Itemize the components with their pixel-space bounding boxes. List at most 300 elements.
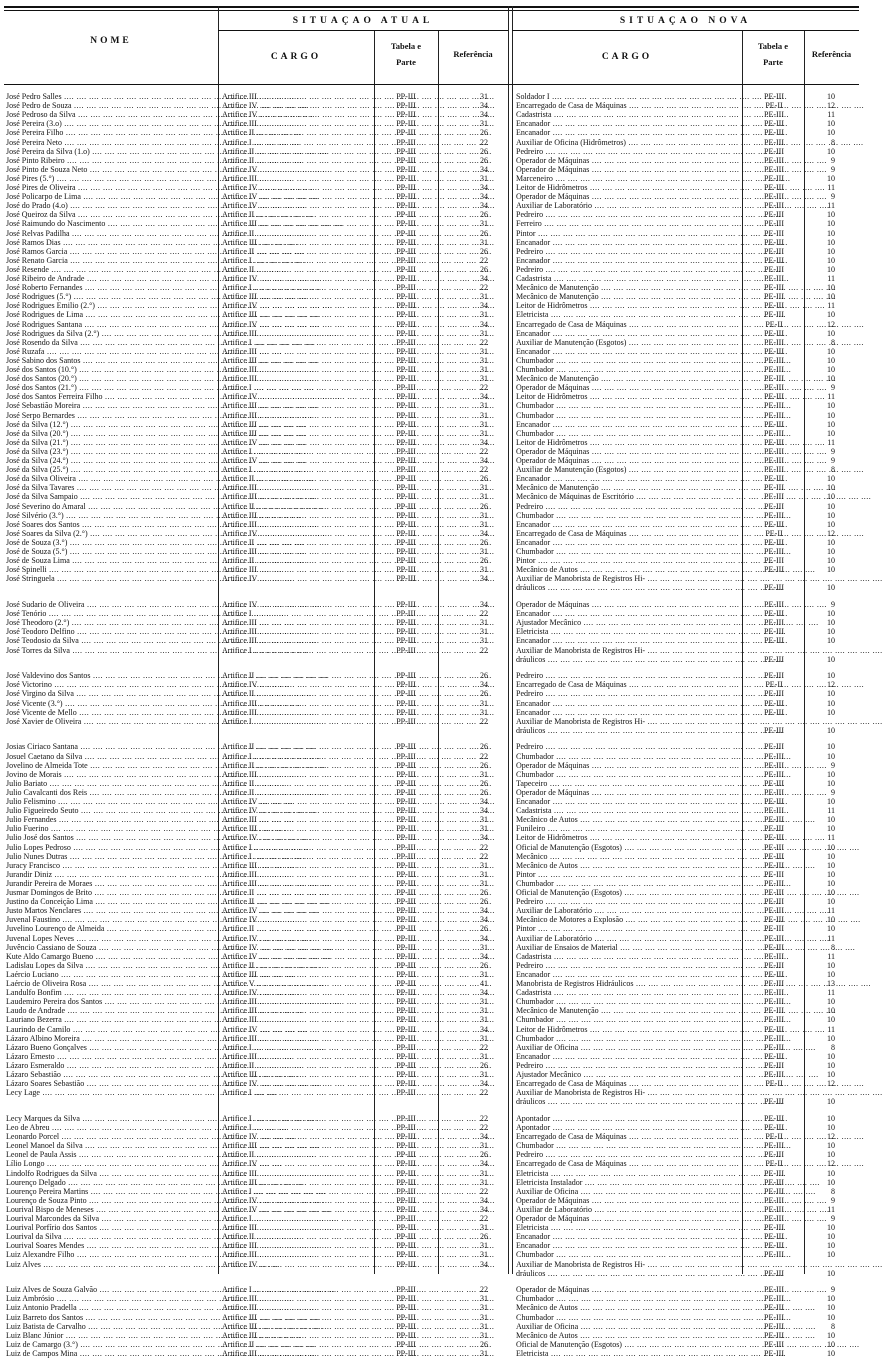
- referencia-atual-cell: 34: [480, 933, 488, 943]
- table-row: [4, 761, 859, 770]
- referencia-nova-cell: 11: [827, 1024, 835, 1034]
- tabela-atual-cell: PP-III: [396, 797, 416, 806]
- nome-cell: José Ruzafa ....: [6, 347, 214, 356]
- referencia-nova-cell: 10: [827, 860, 835, 870]
- referencia-nova-cell: 10: [827, 769, 835, 779]
- nome-cell: José Rodrigues da Silva (2.°) ....: [6, 329, 214, 338]
- referencia-nova-cell: 10: [827, 246, 835, 256]
- cargo-atual-cell: Artifice IV ....: [222, 1196, 368, 1205]
- cargo-atual-cell: Artifice III ....: [222, 699, 368, 708]
- cargo-atual-cell: Artifice III ....: [222, 492, 368, 501]
- referencia-atual-cell: 31: [480, 1070, 488, 1079]
- tabela-nova-cell: PE-III: [764, 1168, 784, 1178]
- referencia-nova-cell: 9: [831, 446, 835, 456]
- tabela-atual-cell: PP-III: [396, 742, 416, 752]
- tabela-nova-cell: PE-III: [764, 1268, 784, 1278]
- tabela-nova-cell: PE-III: [764, 969, 784, 979]
- nome-cell: José Theodoro (2.°) ....: [6, 618, 214, 627]
- nome-cell: José de Souza (3.°) ....: [6, 538, 214, 547]
- table-row: [4, 156, 859, 165]
- referencia-nova-cell: 9: [831, 383, 835, 393]
- cargo-nova-cell: Pedreiro ....: [516, 742, 744, 751]
- referencia-atual-cell: 22: [480, 255, 488, 265]
- tabela-nova-cell: PE-III: [764, 183, 784, 192]
- cargo-atual-cell: Artifice IV ....: [222, 1132, 368, 1141]
- referencia-atual-cell: 31: [480, 565, 488, 575]
- referencia-atual-cell: 22: [480, 1042, 488, 1052]
- nome-cell: Lourenço Pereira Martins ....: [6, 1187, 214, 1196]
- tabela-nova-cell: PE-III: [764, 979, 784, 988]
- cargo-atual-cell: Artifice III ....: [222, 815, 368, 824]
- tabela-atual-cell: PP-III: [396, 707, 416, 717]
- table-row: [4, 411, 859, 420]
- tabela-atual-cell: PP-III: [396, 600, 416, 609]
- referencia-nova-cell: 10: [827, 689, 835, 699]
- referencia-nova-cell: 10: [827, 842, 835, 852]
- header-bottom-rule: [4, 84, 859, 85]
- nome-cell: José da Silva (12.°) ....: [6, 420, 214, 429]
- nome-cell: José dos Santos Ferreira Filho ....: [6, 392, 214, 401]
- nome-cell: Jusmar Domingos de Brito ....: [6, 888, 214, 897]
- cargo-nova-cell: Leitor de Hidrômetros ....: [516, 301, 744, 310]
- referencia-atual-cell: 22: [480, 851, 488, 861]
- nome-cell: Jovino de Morais ....: [6, 770, 214, 779]
- tabela-atual-cell: PP-III: [396, 128, 416, 138]
- cargo-nova-cell: Encarregado de Casa de Máquinas ....: [516, 1159, 744, 1168]
- cargo-atual-cell: Artifice III ....: [222, 1322, 368, 1331]
- tabela-atual-cell: PP-III: [396, 888, 416, 897]
- referencia-nova-cell: 10: [827, 997, 835, 1007]
- referencia-nova-cell: 13: [827, 979, 835, 988]
- cargo-nova-cell: Pedreiro ....: [516, 961, 744, 970]
- referencia-nova-cell: 9: [831, 192, 835, 202]
- tabela-atual-cell: PP-III: [396, 1132, 416, 1142]
- table-row: [4, 565, 859, 574]
- table-row: [4, 147, 859, 156]
- nome-cell: José Xavier de Oliveira ....: [6, 717, 214, 726]
- referencia-nova-cell: 10: [827, 519, 835, 529]
- cargo-atual-cell: Artifice III ....: [222, 618, 368, 627]
- nome-cell: José Pereira da Silva (1.o) ....: [6, 147, 214, 156]
- table-row: [4, 338, 859, 347]
- cargo-atual-cell: Artifice IV ....: [222, 1260, 368, 1269]
- referencia-nova-cell: 9: [831, 1195, 835, 1205]
- tabela-atual-cell: PP-III: [396, 1330, 416, 1340]
- tabela-atual-cell: PP-III: [396, 1294, 416, 1304]
- referencia-atual-cell: 31: [480, 698, 488, 708]
- table-row: [4, 1250, 859, 1259]
- tabela-atual-cell: PP-III: [396, 192, 416, 202]
- tabela-nova-cell: PE-III: [764, 383, 784, 393]
- referencia-atual-cell: 22: [480, 645, 488, 655]
- referencia-nova-cell: 10: [827, 1241, 835, 1251]
- tabela-atual-cell: PP-III: [396, 246, 416, 256]
- cargo-nova-cell: Auxiliar de Manobrista de Registros Hi- ....: [516, 1260, 744, 1269]
- cargo-atual-cell: Artifice II ....: [222, 265, 368, 274]
- cargo-atual-cell: Artifice III ....: [222, 219, 368, 228]
- cargo-atual-cell: Artifice II ....: [222, 538, 368, 547]
- tabela-nova-cell: PE-III: [764, 1177, 784, 1187]
- cargo-nova-cell: Auxiliar de Oficina ....: [516, 1187, 744, 1196]
- referencia-atual-cell: 26: [480, 1232, 488, 1242]
- referencia-atual-cell: 26: [480, 501, 488, 511]
- nome-cell: José da Silva (21.°) ....: [6, 438, 214, 447]
- cargo-atual-cell: Artifice IV ....: [222, 1159, 368, 1168]
- referencia-atual-cell: 31: [480, 1250, 488, 1260]
- table-row: [4, 1006, 859, 1015]
- cargo-nova-cell: Encanador ....: [516, 347, 744, 356]
- table-row: [4, 301, 859, 310]
- cargo-atual-cell: Artifice IV ....: [222, 915, 368, 924]
- nome-cell: José Pinto de Souza Neto ....: [6, 165, 214, 174]
- tabela-nova-cell: PE-III: [764, 173, 784, 183]
- tabela-atual-cell: PP-III: [396, 751, 416, 761]
- tabela-atual-cell: PP-III: [396, 146, 416, 156]
- tabela-atual-cell: PP-III: [396, 446, 416, 456]
- tabela-nova-cell: PE-III: [764, 428, 784, 438]
- cargo-atual-cell: Artifice I ....: [222, 843, 368, 852]
- tabela-nova-cell: PE-III: [764, 797, 784, 806]
- table-row: [4, 210, 859, 219]
- tabela-nova-cell: PE-III: [764, 860, 784, 870]
- table-row: [4, 770, 859, 779]
- tabela-atual-cell: PP-III: [396, 979, 416, 988]
- cargo-atual-cell: Artifice III ....: [222, 1070, 368, 1079]
- nome-cell: José Roberto Fernandes ....: [6, 283, 214, 292]
- cargo-atual-cell: Artifice I ....: [222, 138, 368, 147]
- cargo-atual-cell: Artifice IV ....: [222, 110, 368, 119]
- tabela-nova-cell: PE-III: [764, 246, 784, 256]
- cargo-nova-cell: dráulicos ....: [516, 583, 744, 592]
- cargo-nova-cell: Funileiro ....: [516, 824, 744, 833]
- referencia-atual-cell: 31: [480, 878, 488, 888]
- table-row: [4, 110, 859, 119]
- referencia-nova-cell: 10: [827, 654, 835, 664]
- referencia-nova-cell: 10: [827, 410, 835, 420]
- tabela-nova-cell: PE-III: [764, 474, 784, 484]
- referencia-atual-cell: 31: [480, 636, 488, 646]
- tabela-nova-cell: PE-III: [764, 609, 784, 619]
- table-row: [4, 915, 859, 924]
- tabela-atual-cell: PP-III: [396, 228, 416, 238]
- referencia-nova-cell: 9: [831, 1214, 835, 1223]
- tabela-atual-cell: PP-III: [396, 815, 416, 825]
- tabela-nova-cell: PE-III: [764, 519, 784, 529]
- referencia-atual-cell: 34: [480, 183, 488, 192]
- referencia-nova-cell: 9: [831, 787, 835, 797]
- nome-cell: Laércio de Oliveira Rosa ....: [6, 979, 214, 988]
- cargo-atual-cell: Artifice IV ....: [222, 183, 368, 192]
- cargo-atual-cell: Artifice IV ....: [222, 680, 368, 689]
- tabela-nova-cell: PE-III: [764, 725, 784, 735]
- tabela-atual-cell: PP-III: [396, 528, 416, 538]
- cargo-atual-cell: Artifice I ....: [222, 1123, 368, 1132]
- cargo-nova-cell: Ajustador Mecânico ....: [516, 1070, 744, 1079]
- tabela-atual-cell: PP-III: [396, 1321, 416, 1331]
- referencia-atual-cell: 22: [480, 446, 488, 456]
- referencia-nova-cell: 8: [831, 1042, 835, 1052]
- referencia-atual-cell: 31: [480, 547, 488, 556]
- table-row: [4, 1260, 859, 1269]
- table-row: [4, 383, 859, 392]
- table-row: [4, 1025, 859, 1034]
- nome-cell: José Teodosio da Silva ....: [6, 636, 214, 645]
- cargo-atual-cell: Artifice III ....: [222, 1169, 368, 1178]
- tabela-nova-cell: PE-III: [764, 110, 784, 120]
- cargo-nova-cell: Encanador ....: [516, 238, 744, 247]
- tabela-nova-cell: PE-III: [764, 1312, 784, 1322]
- nome-cell: Lázaro Sebastião ....: [6, 1070, 214, 1079]
- tabela-nova-cell: PE-III: [764, 456, 784, 465]
- cargo-nova-cell: Pedreiro ....: [516, 265, 744, 274]
- nome-cell: José Victorino ....: [6, 680, 214, 689]
- cargo-atual-cell: Artifice II ....: [222, 1340, 368, 1349]
- tabela-nova-cell: PE-III: [764, 778, 784, 788]
- table-row: [4, 365, 859, 374]
- table-row: [4, 888, 859, 897]
- cargo-nova-cell: Chumbador ....: [516, 401, 744, 410]
- referencia-nova-cell: 10: [827, 897, 835, 907]
- referencia-atual-cell: 26: [480, 210, 488, 220]
- cargo-nova-cell: Encanador ....: [516, 1052, 744, 1061]
- referencia-nova-cell: 9: [831, 1285, 835, 1295]
- referencia-atual-cell: 31: [480, 428, 488, 438]
- referencia-atual-cell: 26: [480, 778, 488, 788]
- table-row: [4, 1034, 859, 1043]
- cargo-nova-cell: Leitor de Hidrômetros ....: [516, 1025, 744, 1034]
- table-row: [4, 824, 859, 833]
- tabela-nova-cell: PE-II: [765, 319, 783, 329]
- nome-cell: Juracy Francisco ....: [6, 861, 214, 870]
- cargo-nova-cell: Chumbador ....: [516, 547, 744, 556]
- referencia-nova-cell: 10: [827, 815, 835, 825]
- cargo-nova-cell: Pedreiro ....: [516, 247, 744, 256]
- table-row: [4, 752, 859, 761]
- cargo-nova-cell: Operador de Máquinas ....: [516, 761, 744, 770]
- nome-cell: José da Silva Tavares ....: [6, 483, 214, 492]
- referencia-nova-cell: 10: [827, 365, 835, 374]
- referencia-nova-cell: 10: [827, 851, 835, 861]
- nome-cell: José de Souza (5.°) ....: [6, 547, 214, 556]
- nome-cell: Julio Felismino ....: [6, 797, 214, 806]
- referencia-nova-cell: 10: [827, 346, 835, 356]
- table-row: [4, 1015, 859, 1024]
- nome-cell: Lecy Marques da Silva ....: [6, 1114, 214, 1123]
- tabela-nova-cell: PE-III: [764, 942, 784, 952]
- referencia-atual-cell: 26: [480, 671, 488, 681]
- table-row: [4, 347, 859, 356]
- referencia-atual-cell: 26: [480, 264, 488, 274]
- referencia-atual-cell: 26: [480, 760, 488, 770]
- cargo-atual-cell: Artifice IV ....: [222, 165, 368, 174]
- nome-cell: José Soares dos Santos ....: [6, 520, 214, 529]
- cargo-atual-cell: Artifice V ....: [222, 979, 368, 988]
- nome-cell: José Raimundo do Nascimento ....: [6, 219, 214, 228]
- referencia-atual-cell: 31: [480, 419, 488, 429]
- referencia-nova-cell: 11: [827, 437, 835, 447]
- cargo-nova-cell: Auxiliar de Manobrista de Registros Hi- ....: [516, 574, 744, 583]
- tabela-nova-cell: PE-III: [764, 1060, 784, 1070]
- tabela-nova-cell: PE-II: [765, 680, 783, 690]
- tabela-nova-cell: PE-III: [764, 1186, 784, 1196]
- referencia-nova-cell: 10: [827, 119, 835, 129]
- referencia-nova-cell: 10: [827, 1330, 835, 1340]
- tabela-atual-cell: PP-III: [396, 155, 416, 165]
- nome-cell: Lourenço Delgado ....: [6, 1178, 214, 1187]
- table-row: [4, 861, 859, 870]
- cargo-nova-cell: Chumbador ....: [516, 879, 744, 888]
- referencia-atual-cell: 31: [480, 1051, 488, 1061]
- tabela-nova-cell: PE-III: [764, 446, 784, 456]
- table-row: [4, 646, 859, 655]
- nome-cell: José Vicente de Mello ....: [6, 708, 214, 717]
- cargo-nova-cell: Operador de Máquinas ....: [516, 456, 744, 465]
- referencia-atual-cell: 26: [480, 128, 488, 138]
- tabela-nova-cell: PE-III: [764, 274, 784, 283]
- referencia-nova-cell: 10: [827, 742, 835, 752]
- tabela-atual-cell: PP-III: [396, 419, 416, 429]
- table-row: [4, 447, 859, 456]
- cargo-nova-cell: Chumbador ....: [516, 1294, 744, 1303]
- cargo-nova-cell: Pintor ....: [516, 924, 744, 933]
- referencia-nova-cell: 10: [827, 888, 835, 897]
- nome-cell: Lecy Lage ....: [6, 1088, 214, 1097]
- referencia-nova-cell: 8: [831, 942, 835, 952]
- tabela-nova-cell: PE-III: [764, 1097, 784, 1107]
- tabela-nova-cell: PE-III: [764, 201, 784, 211]
- cargo-nova-cell: Auxiliar de Laboratório ....: [516, 906, 744, 915]
- tabela-atual-cell: PP-III: [396, 355, 416, 365]
- tabela-nova-cell: PE-III: [764, 833, 784, 843]
- referencia-atual-cell: 26: [480, 1150, 488, 1160]
- referencia-atual-cell: 22: [480, 1285, 488, 1295]
- nome-cell: José da Silva Sampaio ....: [6, 492, 214, 501]
- referencia-nova-cell: 11: [827, 906, 835, 916]
- tabela-nova-cell: PE-III: [764, 627, 784, 637]
- table-row: [4, 627, 859, 636]
- tabela-nova-cell: PE-III: [764, 255, 784, 265]
- cargo-atual-cell: Artifice IV ....: [222, 301, 368, 310]
- cargo-atual-cell: Artifice III ....: [222, 483, 368, 492]
- cargo-atual-cell: Artifice III ....: [222, 1313, 368, 1322]
- table-row: [4, 192, 859, 201]
- nome-cell: Lourival Marcondes da Silva ....: [6, 1214, 214, 1223]
- cargo-nova-cell: Auxiliar de Laboratório ....: [516, 934, 744, 943]
- tabela-atual-cell: PP-III: [396, 1348, 416, 1358]
- referencia-atual-cell: 31: [480, 1312, 488, 1322]
- referencia-atual-cell: 22: [480, 751, 488, 761]
- tabela-atual-cell: PP-III: [396, 1070, 416, 1079]
- referencia-nova-cell: 12: [827, 1159, 835, 1169]
- tabela-atual-cell: PP-III: [396, 1312, 416, 1322]
- referencia-atual-cell: 31: [480, 519, 488, 529]
- tabela-nova-cell: PE-III: [764, 1241, 784, 1251]
- referencia-atual-cell: 31: [480, 1321, 488, 1331]
- tabela-atual-cell: PP-III: [396, 671, 416, 681]
- referencia-nova-cell: 10: [827, 374, 835, 384]
- tabela-nova-cell: PE-III: [764, 355, 784, 365]
- tabela-nova-cell: PE-III: [764, 492, 784, 502]
- nome-cell: Luiz Barreto dos Santos ....: [6, 1313, 214, 1322]
- tabela-atual-cell: PP-III: [396, 1195, 416, 1205]
- nome-cell: Jovelino de Almeida Tote ....: [6, 761, 214, 770]
- cargo-atual-cell: Artifice II ....: [222, 474, 368, 483]
- tabela-nova-cell: PE-III: [764, 556, 784, 566]
- tabela-atual-cell: PP-III: [396, 1079, 416, 1089]
- table-row: [4, 1322, 859, 1331]
- cargo-nova-cell: Ferreiro ....: [516, 219, 744, 228]
- cargo-atual-cell: Artifice II ....: [222, 229, 368, 238]
- tabela-atual-cell: PP-III: [396, 1186, 416, 1196]
- nome-cell: Juvêncio Cassiano de Souza ....: [6, 943, 214, 952]
- tabela-nova-cell: PE-III: [764, 1024, 784, 1034]
- cargo-nova-cell: Encanador ....: [516, 420, 744, 429]
- nome-cell: Lindolfo Rodrigues da Silva ....: [6, 1169, 214, 1178]
- nome-cell: José Soares da Silva (2.°) ....: [6, 529, 214, 538]
- referencia-atual-cell: 26: [480, 960, 488, 970]
- cargo-atual-cell: Artifice III ....: [222, 119, 368, 128]
- cargo-atual-cell: Artifice I ....: [222, 256, 368, 265]
- tabela-atual-cell: PP-III: [396, 410, 416, 420]
- referencia-nova-cell: 10: [827, 778, 835, 788]
- cargo-atual-cell: Artifice IV ....: [222, 988, 368, 997]
- tabela-atual-cell: PP-III: [396, 1303, 416, 1313]
- referencia-nova-cell: 10: [827, 1150, 835, 1160]
- tabela-atual-cell: PP-III: [396, 556, 416, 566]
- tabela-atual-cell: PP-III: [396, 951, 416, 961]
- referencia-nova-cell: 10: [827, 283, 835, 293]
- referencia-atual-cell: 31: [480, 942, 488, 952]
- referencia-atual-cell: 31: [480, 1015, 488, 1025]
- top-rule-thin: [4, 10, 859, 11]
- cargo-nova-cell: Pedreiro ....: [516, 1061, 744, 1070]
- referencia-nova-cell: 10: [827, 627, 835, 637]
- tabela-nova-cell: PE-III: [764, 1033, 784, 1043]
- cargo-nova-cell: Mecânico de Manutenção ....: [516, 374, 744, 383]
- table-row: [4, 1269, 859, 1278]
- cargo-atual-cell: Artifice II ....: [222, 1150, 368, 1159]
- referencia-atual-cell: 26: [480, 689, 488, 699]
- cargo-nova-cell: Chumbador ....: [516, 770, 744, 779]
- cargo-nova-cell: Eletricista ....: [516, 627, 744, 636]
- referencia-nova-cell: 12: [827, 680, 835, 690]
- cargo-atual-cell: Artifice III ....: [222, 411, 368, 420]
- nome-cell: José Sudario de Oliveira ....: [6, 600, 214, 609]
- nome-cell: José dos Santos (20.°) ....: [6, 374, 214, 383]
- table-row: [4, 429, 859, 438]
- referencia-nova-cell: 10: [827, 618, 835, 628]
- cargo-atual-cell: Artifice IV ....: [222, 952, 368, 961]
- referencia-atual-cell: 22: [480, 137, 488, 147]
- tabela-atual-cell: PP-III: [396, 1006, 416, 1016]
- tabela-nova-cell: PE-III: [764, 565, 784, 575]
- referencia-atual-cell: 34: [480, 1195, 488, 1205]
- referencia-atual-cell: 22: [480, 716, 488, 726]
- tabela-nova-cell: PE-III: [764, 1294, 784, 1304]
- cargo-atual-cell: Artifice II ....: [222, 210, 368, 219]
- nome-cell: José Teodoro Delfino ....: [6, 627, 214, 636]
- referencia-atual-cell: 31: [480, 328, 488, 338]
- cargo-nova-cell: Pedreiro ....: [516, 897, 744, 906]
- cargo-nova-cell: Encarregado de Casa de Máquinas ....: [516, 101, 744, 110]
- referencia-atual-cell: 22: [480, 1123, 488, 1132]
- referencia-nova-cell: 12: [827, 1132, 835, 1142]
- cargo-atual-cell: Artifice I ....: [222, 383, 368, 392]
- cargo-atual-cell: Artifice IV ....: [222, 1079, 368, 1088]
- tabela-nova-cell: PE-III: [764, 510, 784, 520]
- cargo-nova-cell: Mecânico de Máquinas de Escritório ....: [516, 492, 744, 501]
- tabela-nova-cell: PE-III: [764, 164, 784, 174]
